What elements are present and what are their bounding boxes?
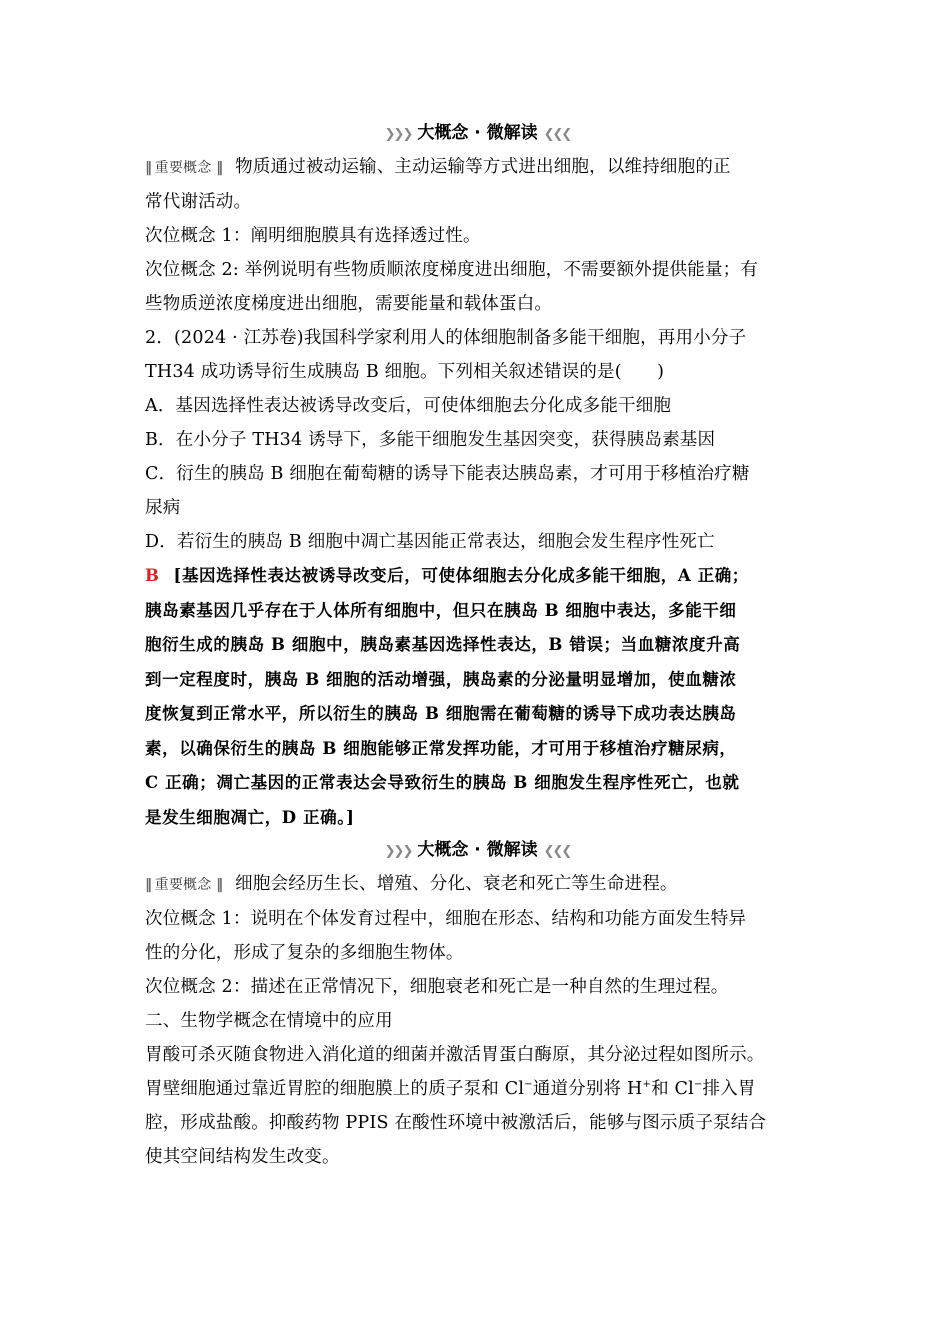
section-banner	[145, 835, 810, 867]
answer-line: 素，以确保衍生的胰岛 B 细胞能够正常发挥功能，才可用于移植治疗糖尿病，	[145, 738, 737, 758]
text-line: 些物质逆浓度梯度进出细胞，需要能量和载体蛋白。	[145, 294, 553, 314]
option-c-cont: 尿病	[145, 498, 181, 518]
option-b: B．在小分子 TH34 诱导下，多能干细胞发生基因突变，获得胰岛素基因	[145, 430, 716, 450]
answer-line: 胰岛素基因几乎存在于人体所有细胞中，但只在胰岛 B 细胞中表达，多能干细	[145, 600, 737, 620]
answer-line: 度恢复到正常水平，所以衍生的胰岛 B 细胞需在葡萄糖的诱导下成功表达胰岛	[145, 704, 737, 723]
option-a: A．基因选择性表达被诱导改变后，可使体细胞去分化成多能干细胞	[145, 396, 672, 416]
text-line: 性的分化，形成了复杂的多细胞生物体。	[145, 943, 464, 963]
section-heading: 二、生物学概念在情境中的应用	[145, 1011, 393, 1031]
answer-line: B [基因选择性表达被诱导改变后，可使体细胞去分化成多能干细胞，A 正确；	[145, 566, 749, 585]
answer-line: 胞衍生成的胰岛 B 细胞中，胰岛素基因选择性表达，B 错误；当血糖浓度升高	[145, 635, 741, 654]
chevron-left-icon: ❮❮❮	[543, 844, 571, 859]
text-line: 常代谢活动。	[145, 192, 252, 212]
banner-title: 大概念 · 微解读	[417, 840, 538, 860]
question-stem: TH34 成功诱导衍生成胰岛 B 细胞。下列相关叙述错误的是( )	[145, 362, 665, 382]
concept-line: ‖ 重要概念 ‖ 细胞会经历生长、增殖、分化、衰老和死亡等生命进程。	[145, 867, 810, 902]
document-page	[145, 118, 810, 1174]
answer-line: C 正确；凋亡基因的正常表达会导致衍生的胰岛 B 细胞发生程序性死亡，也就	[145, 773, 740, 792]
answer-line: 到一定程度时，胰岛 B 细胞的活动增强，胰岛素的分泌量明显增加，使血糖浓	[145, 669, 737, 689]
text-line: 次位概念 2：描述在正常情况下，细胞衰老和死亡是一种自然的生理过程。	[145, 977, 729, 997]
section-banner	[145, 118, 810, 150]
text-line: 次位概念 2: 举例说明有些物质顺浓度梯度进出细胞，不需要额外提供能量；有	[145, 260, 759, 280]
answer-line: 是发生细胞凋亡，D 正确。]	[145, 807, 355, 827]
text-line: 胃壁细胞通过靠近胃腔的细胞膜上的质子泵和 Cl−通道分别将 H+和 Cl−排入胃	[145, 1079, 756, 1099]
text-line: 次位概念 1：阐明细胞膜具有选择透过性。	[145, 226, 481, 246]
answer-letter: B	[145, 566, 160, 585]
concept-tag: ‖ 重要概念 ‖	[145, 877, 222, 893]
text-line: 胃酸可杀灭随食物进入消化道的细菌并激活胃蛋白酶原，其分泌过程如图所示。	[145, 1045, 765, 1065]
banner-title: 大概念 · 微解读	[417, 123, 538, 143]
concept-tag: ‖ 重要概念 ‖	[145, 160, 222, 176]
chevron-left-icon: ❮❮❮	[543, 127, 571, 142]
text-line: 次位概念 1：说明在个体发育过程中，细胞在形态、结构和功能方面发生特异	[145, 909, 747, 929]
question-stem: 2．(2024 · 江苏卷)我国科学家利用人的体细胞制备多能干细胞，再用小分子	[145, 328, 747, 348]
concept-line: ‖ 重要概念 ‖ 物质通过被动运输、主动运输等方式进出细胞，以维持细胞的正	[145, 150, 810, 185]
chevron-right-icon: ❯❯❯	[384, 844, 412, 859]
text-line: 腔，形成盐酸。抑酸药物 PPIS 在酸性环境中被激活后，能够与图示质子泵结合	[145, 1113, 767, 1133]
option-c: C．衍生的胰岛 B 细胞在葡萄糖的诱导下能表达胰岛素，才可用于移植治疗糖	[145, 464, 750, 484]
option-d: D．若衍生的胰岛 B 细胞中凋亡基因能正常表达，细胞会发生程序性死亡	[145, 532, 715, 552]
chevron-right-icon: ❯❯❯	[384, 127, 412, 142]
text-line: 使其空间结构发生改变。	[145, 1147, 340, 1167]
